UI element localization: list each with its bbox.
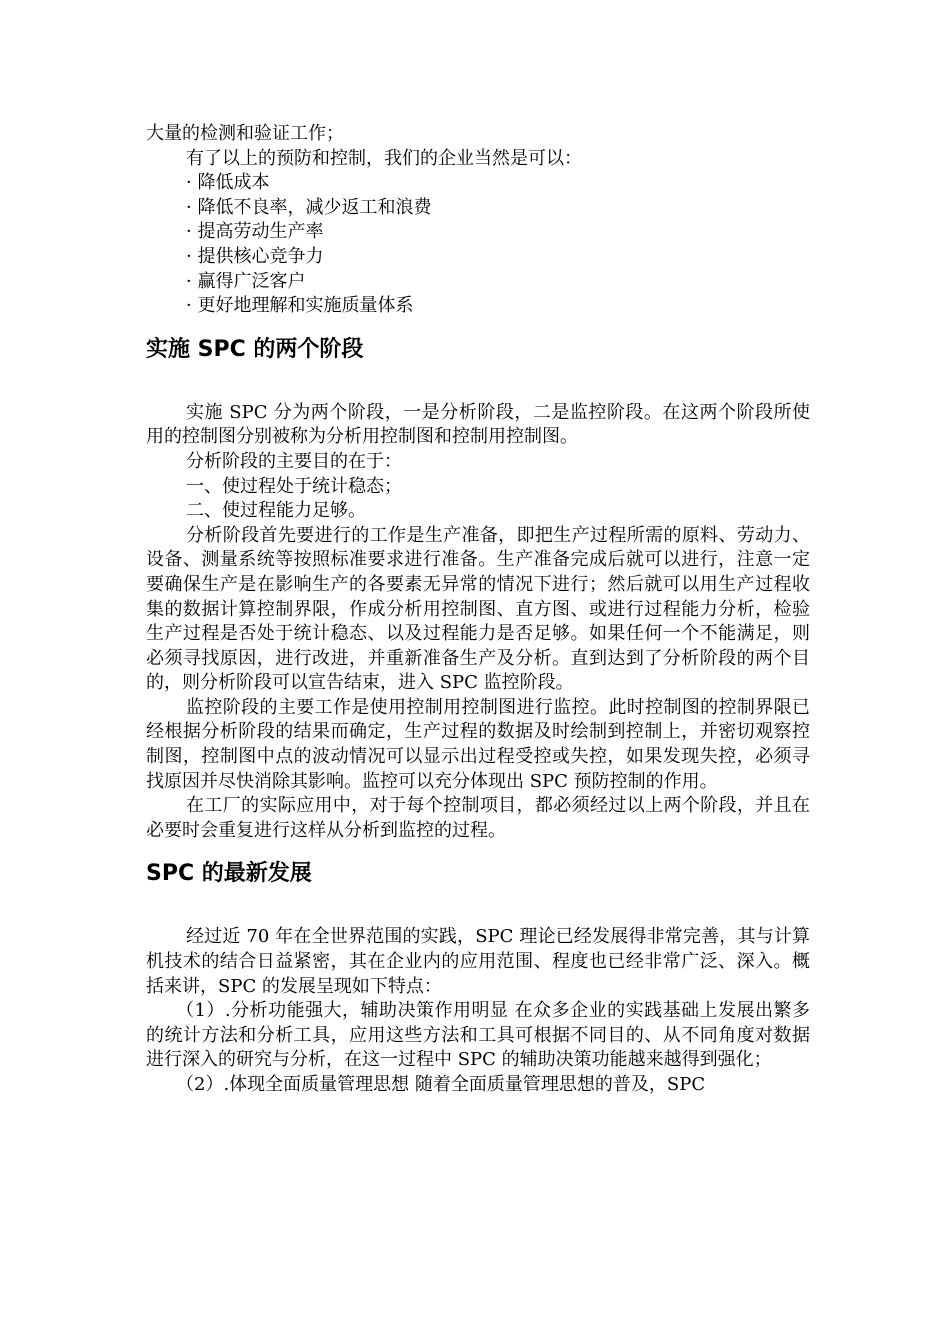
paragraph: 分析阶段的主要目的在于： [186,450,402,472]
paragraph: 经过近 70 年在全世界范围的实践，SPC 理论已经发展得非常完善，其与计算机技术的结合日益紧密，其在企业内的应用范围、程度也已经非常广泛、深入。概括来讲，SPC 的发展呈现如下特点： [146,926,810,997]
list-item: · 提供核心竞争力 [186,245,324,267]
paragraph: 监控阶段的主要工作是使用控制用控制图进行监控。此时控制图的控制界限已经根据分析阶段的结果而确定，生产过程的数据及时绘制到控制上，并密切观察控制图，控制图中点的波动情况可以显示出过程受控或失控，如果发现失控，必须寻找原因并尽快消除其影响。监控可以充分体现出 SPC 预防控制的作用。 [146,696,810,792]
paragraph: 实施 SPC 分为两个阶段，一是分析阶段，二是监控阶段。在这两个阶段所使用的控制图分别被称为分析用控制图和控制用控制图。 [146,401,810,448]
paragraph: （1）.分析功能强大，辅助决策作用明显 在众多企业的实践基础上发展出繁多的统计方法和分析工具，应用这些方法和工具可根据不同目的、从不同角度对数据进行深入的研究与分析，在这一过程中 SPC 的辅助决策功能越来越得到强化； [146,1000,810,1071]
section-body-latest-development [146,925,810,1097]
paragraph: 一、使过程处于统计稳态； [186,475,402,497]
document-page [146,122,810,1098]
list-item: · 降低不良率，减少返工和浪费 [186,196,432,218]
paragraph: 分析阶段首先要进行的工作是生产准备，即把生产过程所需的原料、劳动力、设备、测量系统等按照标准要求进行准备。生产准备完成后就可以进行，注意一定要确保生产是在影响生产的各要素无异常的情况下进行；然后就可以用生产过程收集的数据计算控制界限，作成分析用控制图、直方图、或进行过程能力分析，检验生产过程是否处于统计稳态、以及过程能力是否足够。如果任何一个不能满足，则必须寻找原因，进行改进，并重新准备生产及分析。直到达到了分析阶段的两个目的，则分析阶段可以宣告结束，进入 SPC 监控阶段。 [146,524,810,694]
paragraph: （2）.体现全面质量管理思想 随着全面质量管理思想的普及，SPC [176,1074,706,1095]
list-item: · 提高劳动生产率 [186,221,324,243]
list-item: · 降低成本 [186,172,270,194]
section-body-two-stages [146,401,810,844]
list-item: · 更好地理解和实施质量体系 [186,295,414,317]
paragraph: 在工厂的实际应用中，对于每个控制项目，都必须经过以上两个阶段，并且在必要时会重复进行这样从分析到监控的过程。 [146,795,810,841]
section-heading-two-stages: 实施 SPC 的两个阶段 [146,336,364,362]
benefits-list [146,171,810,319]
list-item: · 赢得广泛客户 [186,270,306,292]
section-heading-latest-development: SPC 的最新发展 [146,861,312,887]
paragraph: 二、使过程能力足够。 [186,500,366,522]
intro-line-summary: 有了以上的预防和控制，我们的企业当然是可以： [186,147,582,169]
intro-line-continuation: 大量的检测和验证工作； [146,123,344,144]
